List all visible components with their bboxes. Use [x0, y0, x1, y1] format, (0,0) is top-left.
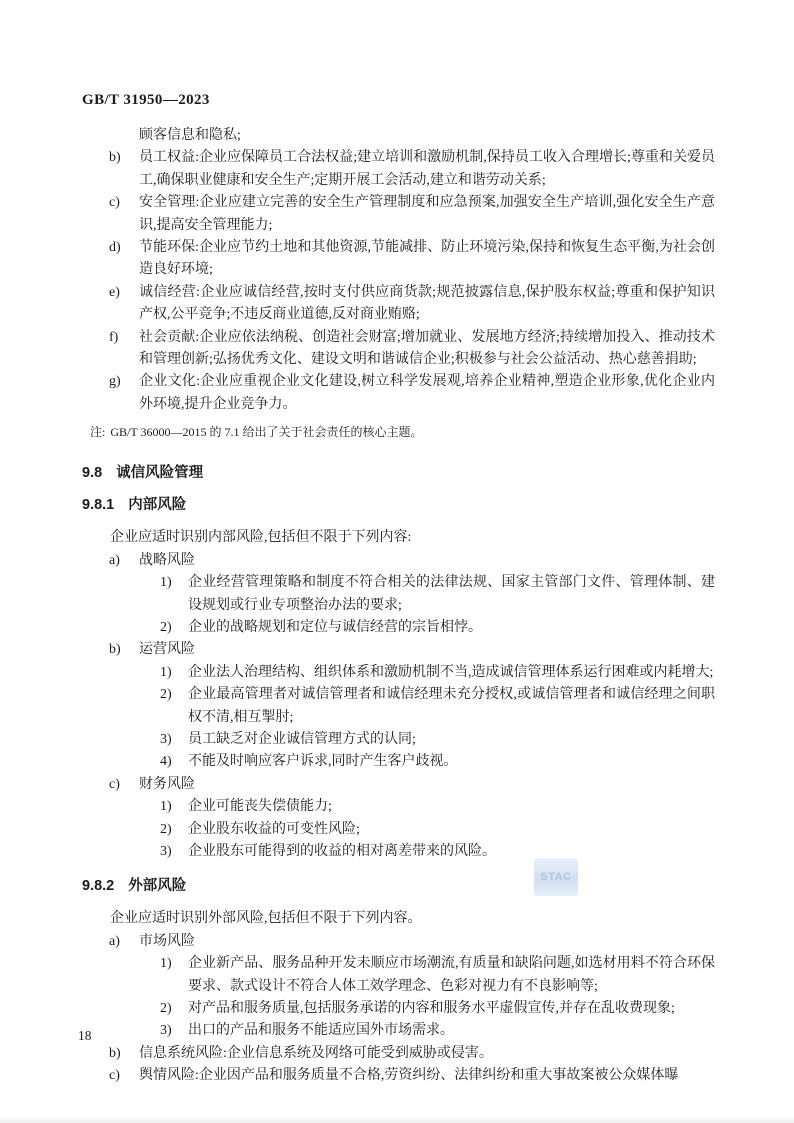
sub-list-item: [82, 751, 715, 773]
sub-list-item-label: 3): [160, 1023, 172, 1039]
section-number: 9.8: [82, 465, 103, 482]
list-item-label: c): [109, 195, 120, 211]
sub-list-item-text: 企业经营管理策略和制度不符合相关的法律法规、国家主管部门文件、管理体制、建设规划或行业专项整治办法的要求;: [188, 575, 715, 613]
list-item-text: 市场风险: [139, 933, 195, 949]
list-item-text: 社会贡献:企业应依法纳税、创造社会财富;增加就业、发展地方经济;持续增加投入、推动技术和管理创新;弘扬优秀文化、建设文明和谐诚信企业;积极参与社会公益活动、热心慈善捐助;: [139, 329, 715, 368]
list-item-text: 运营风险: [139, 642, 195, 658]
list-item: [82, 237, 715, 282]
sub-list-item-text: 对产品和服务质量,包括服务承诺的内容和服务水平虚假宣传,并存在乱收费现象;: [188, 1001, 675, 1016]
document-content: [82, 125, 715, 1088]
section-number: 9.8.1: [82, 497, 115, 514]
section-title: 内部风险: [128, 497, 187, 514]
sub-list-item: [82, 819, 715, 841]
sub-list-item-label: 2): [160, 687, 172, 703]
watermark-logo: STAC: [534, 858, 578, 896]
list-item-label: f): [109, 329, 119, 345]
list-item-label: g): [109, 374, 121, 390]
sub-list-item-label: 4): [160, 754, 172, 770]
sub-list-item: [82, 796, 715, 818]
sub-list-item-text: 不能及时响应客户诉求,同时产生客户歧视。: [188, 754, 458, 770]
sub-list-item-text: 出口的产品和服务不能适应国外市场需求。: [188, 1023, 454, 1039]
page-number: 18: [78, 1028, 92, 1043]
sub-list-item-text: 企业可能丧失偿债能力;: [188, 799, 332, 815]
list-item-text: 信息系统风险:企业信息系统及网络可能受到威胁或侵害。: [139, 1045, 493, 1061]
list-item: [82, 639, 715, 661]
list-item-label: a): [109, 552, 120, 568]
sub-list-item: [82, 662, 715, 684]
list-item-text: 节能环保:企业应节约土地和其他资源,节能减排、防止环境污染,保持和恢复生态平衡,为社会创造良好环境;: [139, 240, 715, 278]
sub-list-item-label: 1): [160, 799, 172, 815]
section-heading-9-8: [82, 465, 715, 482]
list-item-label: c): [109, 776, 120, 792]
sub-list-item: [82, 841, 715, 863]
section-number: 9.8.2: [82, 878, 115, 895]
list-item-label: b): [109, 1045, 121, 1061]
list-item: [82, 931, 715, 953]
list-item-label: e): [109, 284, 120, 300]
sub-list-item-label: 3): [160, 731, 172, 747]
sub-list-item: [82, 1020, 715, 1042]
sub-list-item-text: 企业法人治理结构、组织体系和激励机制不当,造成诚信管理体系运行困难或内耗增大;: [188, 664, 714, 680]
sub-list-item-label: 1): [160, 956, 172, 972]
list-item: [82, 147, 715, 192]
list-item: [82, 282, 715, 327]
sub-list-item: [82, 953, 715, 998]
list-item-label: b): [109, 150, 121, 166]
sub-list-item: [82, 572, 715, 617]
list-item-text: 舆情风险:企业因产品和服务质量不合格,劳资纠纷、法律纠纷和重大事故案被公众媒体曝: [139, 1068, 679, 1084]
list-item-text: 企业文化:企业应重视企业文化建设,树立科学发展观,培养企业精神,塑造企业形象,优化企业内外环境,提升企业竞争力。: [139, 374, 715, 412]
sub-list-item-text: 企业股东可能得到的收益的相对离差带来的风险。: [188, 843, 496, 859]
sub-list-item-label: 3): [160, 843, 172, 859]
list-item-label: a): [109, 933, 120, 949]
list-item: [82, 1043, 715, 1065]
list-item-label: d): [109, 240, 121, 256]
list-item-label: b): [109, 642, 121, 658]
sub-list-item-text: 企业股东收益的可变性风险;: [188, 821, 360, 837]
sub-list-item: [82, 684, 715, 729]
note-prefix: 注:: [90, 425, 106, 440]
sub-list-item-label: 2): [160, 619, 172, 635]
sub-list-item-label: 1): [160, 575, 172, 591]
list-item: [82, 774, 715, 796]
list-item-text: 员工权益:企业应保障员工合法权益;建立培训和激励机制,保持员工收入合理增长;尊重和关爱员工,确保职业健康和安全生产;定期开展工会活动,建立和谐劳动关系;: [139, 150, 715, 188]
section-heading-9-8-2: [82, 878, 715, 895]
sub-list-item: [82, 998, 715, 1020]
sub-list-item-text: 企业最高管理者对诚信管理者和诚信经理未充分授权,或诚信管理者和诚信经理之间职权不清,相互掣肘;: [188, 687, 715, 725]
document-header: GB/T 31950—2023: [82, 92, 210, 108]
list-item-text: 战略风险: [139, 552, 195, 568]
list-item-text: 诚信经营:企业应诚信经营,按时支付供应商货款;规范披露信息,保护股东权益;尊重和保护知识产权,公平竞争;不违反商业道德,反对商业贿赂;: [139, 284, 715, 323]
list-item: [82, 371, 715, 416]
note-text: GB/T 36000—2015 的 7.1 给出了关于社会责任的核心主题。: [110, 425, 423, 440]
paragraph-internal-risks: 企业应适时识别内部风险,包括但不限于下列内容:: [110, 530, 412, 546]
list-item: [82, 327, 715, 372]
list-item-text: 财务风险: [139, 776, 195, 792]
sub-list-item-text: 员工缺乏对企业诚信管理方式的认同;: [188, 731, 416, 747]
page-bottom-edge: [0, 1117, 794, 1123]
sub-list-item-label: 2): [160, 821, 172, 837]
section-title: 诚信风险管理: [116, 465, 204, 482]
section-title: 外部风险: [128, 878, 187, 895]
continuation-line: 顾客信息和隐私;: [139, 128, 241, 143]
list-item: [82, 1065, 715, 1087]
note: [90, 423, 715, 441]
list-item: [82, 550, 715, 572]
section-heading-9-8-1: [82, 497, 715, 514]
list-item-label: c): [109, 1068, 120, 1084]
sub-list-item: [82, 617, 715, 639]
sub-list-item-label: 1): [160, 664, 172, 680]
sub-list-item: [82, 729, 715, 751]
sub-list-item-label: 2): [160, 1001, 172, 1016]
list-item: [82, 192, 715, 237]
sub-list-item-text: 企业的战略规划和定位与诚信经营的宗旨相悖。: [188, 619, 482, 635]
sub-list-item-text: 企业新产品、服务品种开发未顺应市场潮流,有质量和缺陷问题,如选材用料不符合环保要求、款式设计不符合人体工效学理念、色彩对视力有不良影响等;: [188, 956, 715, 994]
paragraph-external-risks: 企业应适时识别外部风险,包括但不限于下列内容。: [110, 911, 422, 927]
list-item-text: 安全管理:企业应建立完善的安全生产管理制度和应急预案,加强安全生产培训,强化安全生产意识,提高安全管理能力;: [139, 195, 715, 233]
